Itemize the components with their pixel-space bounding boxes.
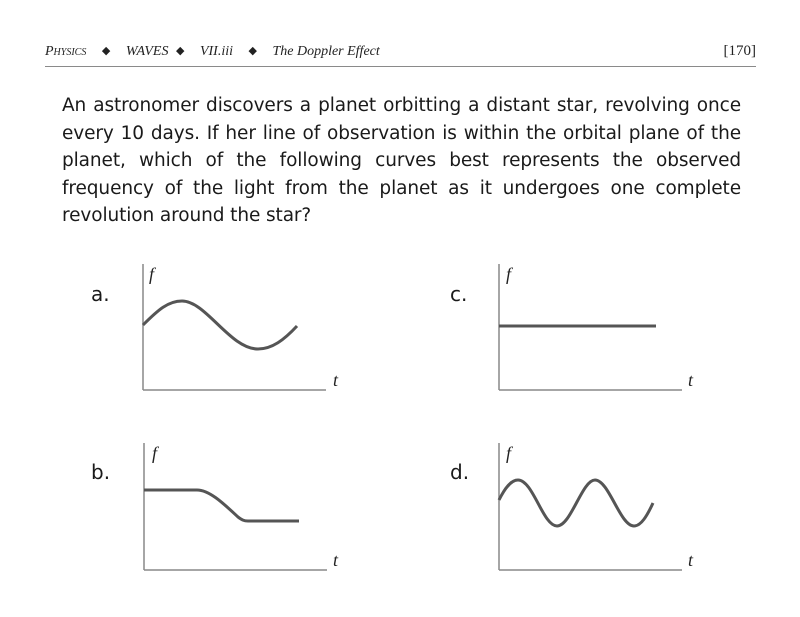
curve-b	[144, 490, 299, 521]
header-section: VII.iii	[199, 44, 233, 59]
page-number: [170]	[723, 43, 756, 59]
x-axis-label: t	[688, 550, 694, 570]
graph-c	[499, 264, 694, 390]
header-topic: The Doppler Effect	[272, 44, 380, 59]
header-unit: WAVES	[125, 44, 169, 59]
curve-d	[499, 480, 653, 526]
separator-diamond-icon: ◆	[248, 45, 257, 57]
question-text: An astronomer discovers a planet orbitting a distant star, revolving once every 10 days. If her line of observation is within the orbital plane of the planet, which of the following curves best represents the observed frequency of the light from the planet as it undergoes one complete revolution around the star?	[62, 95, 741, 227]
curve-a	[143, 301, 297, 349]
separator-diamond-icon: ◆	[175, 45, 185, 57]
separator-diamond-icon: ◆	[101, 45, 111, 57]
option-c-label: c.	[450, 282, 468, 306]
x-axis-label: t	[333, 550, 339, 570]
x-axis-label: t	[688, 370, 694, 390]
header-subject: Physics	[45, 44, 87, 59]
option-a-label: a.	[91, 282, 110, 306]
option-d-label: d.	[450, 460, 470, 484]
y-axis-label: f	[506, 443, 512, 463]
graph-a	[143, 264, 339, 390]
x-axis-label: t	[333, 370, 339, 390]
y-axis-label: f	[149, 264, 155, 284]
graph-b	[144, 443, 339, 570]
y-axis-label: f	[506, 264, 512, 284]
graph-d	[499, 443, 694, 570]
option-b-label: b.	[91, 460, 111, 484]
y-axis-label: f	[152, 443, 158, 463]
